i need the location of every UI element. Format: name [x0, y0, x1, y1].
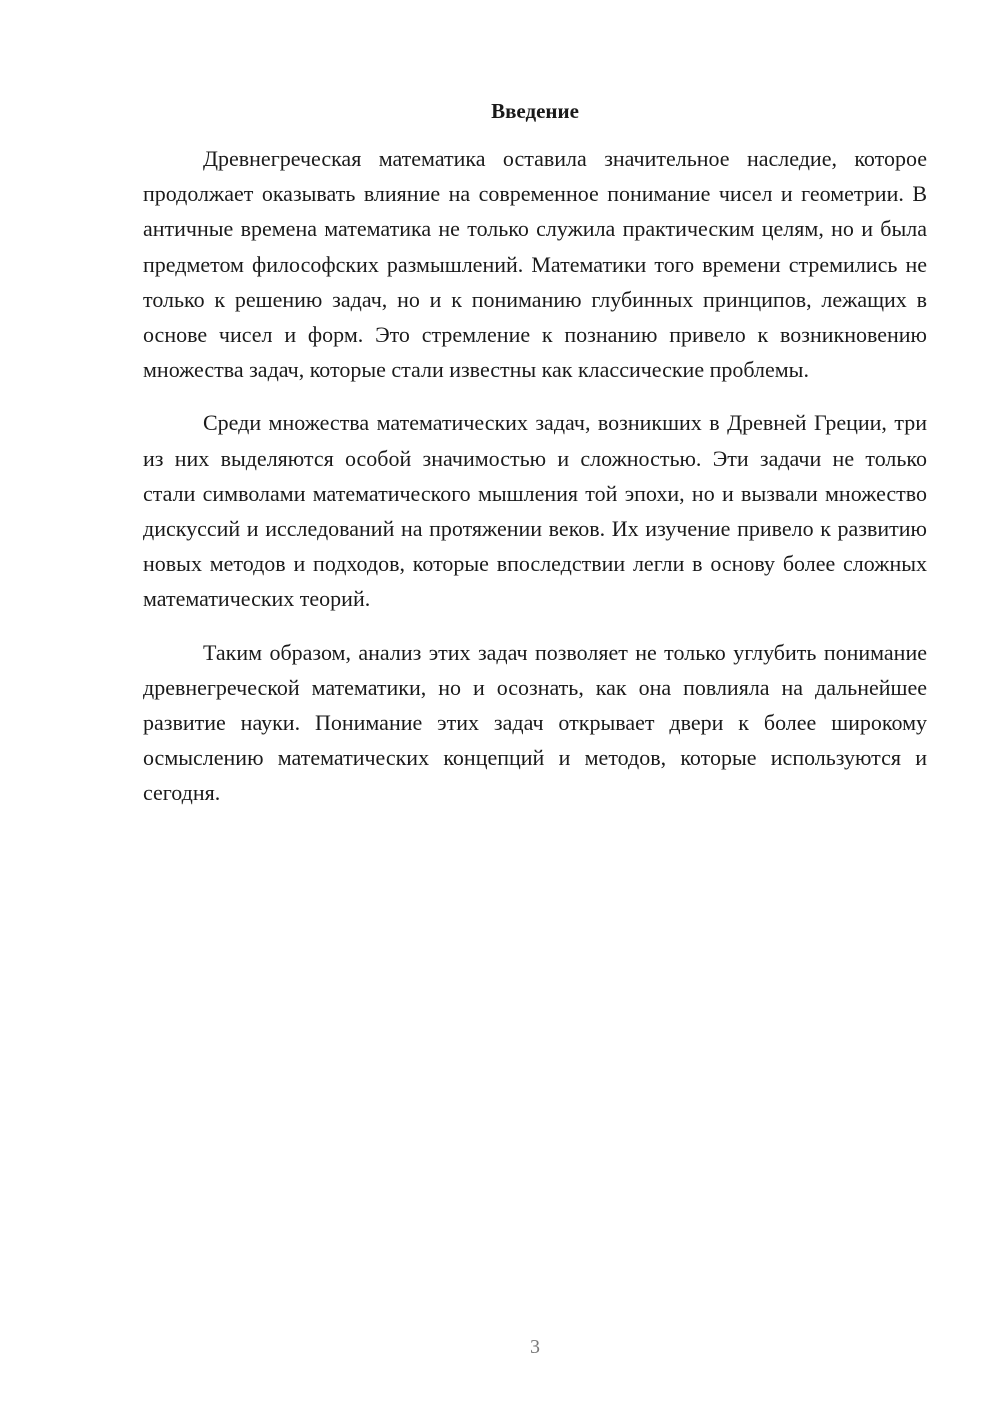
page-number: 3 [530, 1336, 540, 1358]
body-text [143, 141, 927, 811]
paragraph-2: Среди множества математических задач, возникших в Древней Греции, три из них выделяются особой значимостью и сложностью. Эти задачи не только стали символами математического мышления той эпохи, но и вызвали множество дискуссий и исследований на протяжении веков. Их изучение привело к развитию новых методов и подходов, которые впоследствии легли в основу более сложных математических теорий. [143, 410, 927, 612]
section-title: Введение [491, 99, 579, 123]
paragraph-3: Таким образом, анализ этих задач позволяет не только углубить понимание древнегреческой математики, но и осознать, как она повлияла на дальнейшее развитие науки. Понимание этих задач открывает двери к более широкому осмыслению математических концепций и методов, которые используются и сегодня. [143, 639, 927, 806]
paragraph-1: Древнегреческая математика оставила значительное наследие, которое продолжает оказывать влияние на современное понимание чисел и геометрии. В античные времена математика не только служила практическим целям, но и была предметом философских размышлений. Математики того времени стремились не только к решению задач, но и к пониманию глубинных принципов, лежащих в основе чисел и форм. Это стремление к познанию привело к возникновению множества задач, которые стали известны как классические проблемы. [143, 146, 927, 383]
